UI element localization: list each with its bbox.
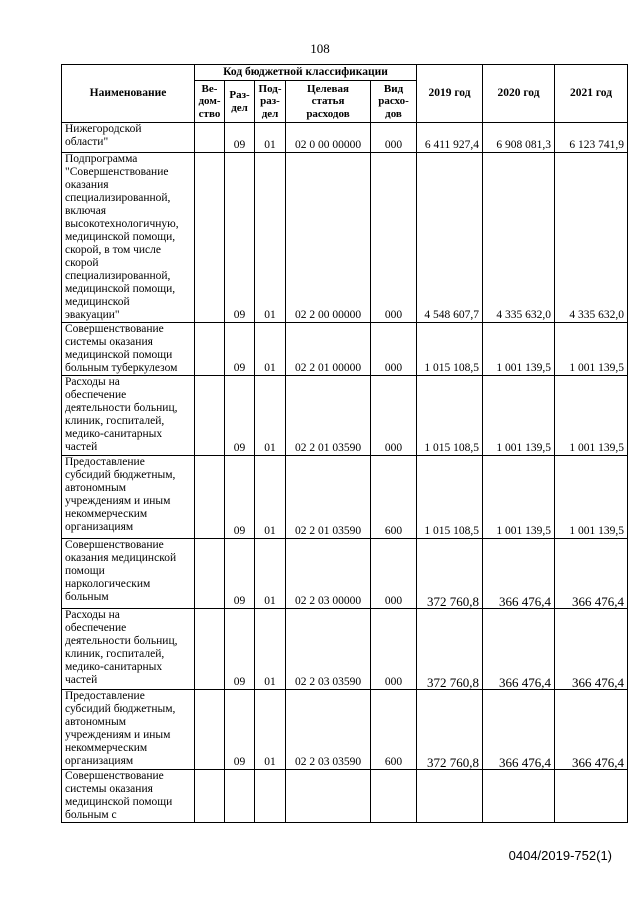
row-value-2019: 372 760,8 (417, 539, 483, 609)
row-value-2019: 1 015 108,5 (417, 456, 483, 539)
row-name: Совершенствование системы оказания медицинской помощи больным с (62, 770, 195, 823)
budget-table (61, 64, 628, 823)
row-value-2020: 4 335 632,0 (483, 153, 555, 323)
row-value-2021 (555, 770, 628, 823)
row-name: Нижегородской области" (62, 123, 195, 153)
header-2021: 2021 год (555, 65, 628, 123)
header-expense-type: Вид расхо- дов (371, 81, 417, 123)
table-row (62, 153, 628, 323)
row-value-2021: 1 001 139,5 (555, 323, 628, 376)
row-value-2021: 1 001 139,5 (555, 456, 628, 539)
row-subsection (255, 770, 286, 823)
row-value-2019: 372 760,8 (417, 690, 483, 770)
row-dept (195, 456, 225, 539)
row-value-2020: 366 476,4 (483, 690, 555, 770)
row-target-article (286, 770, 371, 823)
row-dept (195, 770, 225, 823)
row-value-2020: 1 001 139,5 (483, 456, 555, 539)
row-name: Совершенствование системы оказания медицинской помощи больным туберкулезом (62, 323, 195, 376)
row-value-2019 (417, 770, 483, 823)
row-value-2021: 1 001 139,5 (555, 376, 628, 456)
row-value-2019: 6 411 927,4 (417, 123, 483, 153)
row-name: Расходы на обеспечение деятельности больниц, клиник, госпиталей, медико-санитарных частей (62, 609, 195, 690)
row-value-2020: 366 476,4 (483, 539, 555, 609)
row-name: Предоставление субсидий бюджетным, автономным учреждениям и иным некоммерческим организациям (62, 690, 195, 770)
row-dept (195, 609, 225, 690)
row-subsection: 01 (255, 539, 286, 609)
header-dept: Ве- дом- ство (195, 81, 225, 123)
row-target-article: 02 2 01 03590 (286, 376, 371, 456)
header-2020: 2020 год (483, 65, 555, 123)
page-number: 108 (310, 41, 330, 56)
header-subsection: Под- раз- дел (255, 81, 286, 123)
row-expense-type: 000 (371, 323, 417, 376)
row-expense-type (371, 770, 417, 823)
row-value-2020: 366 476,4 (483, 609, 555, 690)
table-row (62, 376, 628, 456)
row-subsection: 01 (255, 690, 286, 770)
row-section (225, 770, 255, 823)
row-value-2020 (483, 770, 555, 823)
row-section: 09 (225, 456, 255, 539)
row-target-article: 02 2 01 00000 (286, 323, 371, 376)
row-target-article: 02 2 03 00000 (286, 539, 371, 609)
row-expense-type: 600 (371, 690, 417, 770)
row-dept (195, 323, 225, 376)
row-value-2021: 366 476,4 (555, 690, 628, 770)
header-section: Раз- дел (225, 81, 255, 123)
row-expense-type: 000 (371, 153, 417, 323)
row-value-2021: 4 335 632,0 (555, 153, 628, 323)
header-2019: 2019 год (417, 65, 483, 123)
row-value-2021: 366 476,4 (555, 609, 628, 690)
row-name: Предоставление субсидий бюджетным, автономным учреждениям и иным некоммерческим организациям (62, 456, 195, 539)
row-dept (195, 123, 225, 153)
row-target-article: 02 2 01 03590 (286, 456, 371, 539)
table-row (62, 609, 628, 690)
document-code: 0404/2019-752(1) (508, 848, 612, 863)
table-row (62, 770, 628, 823)
table-row (62, 123, 628, 153)
row-subsection: 01 (255, 323, 286, 376)
row-section: 09 (225, 323, 255, 376)
row-name: Совершенствование оказания медицинской помощи наркологическим больным (62, 539, 195, 609)
row-section: 09 (225, 609, 255, 690)
row-target-article: 02 2 03 03590 (286, 690, 371, 770)
header-name: Наименование (62, 65, 195, 123)
row-dept (195, 153, 225, 323)
row-subsection: 01 (255, 123, 286, 153)
row-value-2021: 6 123 741,9 (555, 123, 628, 153)
row-value-2021: 366 476,4 (555, 539, 628, 609)
table-row (62, 456, 628, 539)
row-section: 09 (225, 690, 255, 770)
header-target: Целевая статья расходов (286, 81, 371, 123)
row-value-2019: 4 548 607,7 (417, 153, 483, 323)
row-value-2019: 1 015 108,5 (417, 323, 483, 376)
row-value-2020: 6 908 081,3 (483, 123, 555, 153)
row-subsection: 01 (255, 153, 286, 323)
row-target-article: 02 2 00 00000 (286, 153, 371, 323)
row-expense-type: 000 (371, 539, 417, 609)
header-classification: Код бюджетной классификации (195, 65, 417, 81)
row-section: 09 (225, 539, 255, 609)
table-row (62, 539, 628, 609)
row-value-2020: 1 001 139,5 (483, 376, 555, 456)
row-target-article: 02 0 00 00000 (286, 123, 371, 153)
row-subsection: 01 (255, 376, 286, 456)
row-section: 09 (225, 153, 255, 323)
row-expense-type: 600 (371, 456, 417, 539)
row-dept (195, 539, 225, 609)
row-section: 09 (225, 123, 255, 153)
row-subsection: 01 (255, 609, 286, 690)
row-name: Расходы на обеспечение деятельности больниц, клиник, госпиталей, медико-санитарных частей (62, 376, 195, 456)
row-subsection: 01 (255, 456, 286, 539)
row-section: 09 (225, 376, 255, 456)
row-expense-type: 000 (371, 609, 417, 690)
row-value-2019: 1 015 108,5 (417, 376, 483, 456)
row-expense-type: 000 (371, 376, 417, 456)
table-row (62, 690, 628, 770)
row-dept (195, 690, 225, 770)
row-value-2019: 372 760,8 (417, 609, 483, 690)
row-name: Подпрограмма "Совершенствование оказания специализированной, включая высокотехнологичную, медицинской помощи, скорой, в том числе скорой специализированной, медицинской помощи, медицинской эвакуации" (62, 153, 195, 323)
row-dept (195, 376, 225, 456)
row-target-article: 02 2 03 03590 (286, 609, 371, 690)
row-value-2020: 1 001 139,5 (483, 323, 555, 376)
row-expense-type: 000 (371, 123, 417, 153)
table-row (62, 323, 628, 376)
